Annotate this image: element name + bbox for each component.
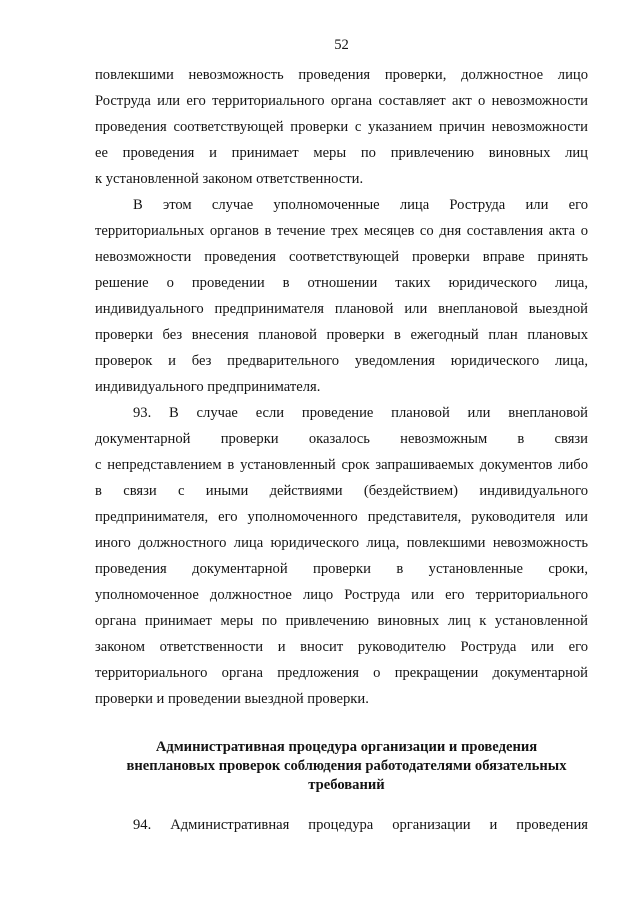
text-line: 94. Административная процедура организации и проведения xyxy=(133,817,588,833)
text-line: в связи с иными действиями (бездействием) индивидуального xyxy=(95,483,588,499)
text-line: с непредставлением в установленный срок запрашиваемых документов либо xyxy=(95,457,588,473)
text-line: документарной проверки оказалось невозможным в связи xyxy=(95,431,588,447)
body-text xyxy=(95,62,588,712)
text-line: проверок и без предварительного уведомления юридического лица, xyxy=(95,353,588,369)
text-line: к установленной законом ответственности. xyxy=(95,171,364,187)
text-line: невозможности проведения соответствующей проверки вправе принять xyxy=(95,249,588,265)
text-line: уполномоченное должностное лицо Роструда или его территориального xyxy=(95,587,588,603)
text-line: предпринимателя, его уполномоченного представителя, руководителя или xyxy=(95,509,588,525)
page-number: 52 xyxy=(334,37,349,53)
text-line: территориального органа предложения о прекращении документарной xyxy=(95,665,588,681)
heading-line: внеплановых проверок соблюдения работодателями обязательных xyxy=(126,758,567,774)
text-line: проведения соответствующей проверки с указанием причин невозможности xyxy=(95,119,588,135)
text-line: решение о проведении в отношении таких юридического лица, xyxy=(95,275,588,291)
text-line: В этом случае уполномоченные лица Роструда или его xyxy=(133,197,588,213)
text-line: иного должностного лица юридического лица, повлекшими невозможность xyxy=(95,535,588,551)
text-line: повлекшими невозможность проведения проверки, должностное лицо xyxy=(95,67,588,83)
text-line: проверки без внесения плановой проверки в ежегодный план плановых xyxy=(95,327,588,343)
text-line: органа принимает меры по привлечению виновных лиц к установленной xyxy=(95,613,588,629)
paragraph-93 xyxy=(95,400,588,712)
text-line: Роструда или его территориального органа составляет акт о невозможности xyxy=(95,93,588,109)
heading-line: требований xyxy=(308,777,385,793)
text-line: законом ответственности и вносит руководителю Роструда или его xyxy=(95,639,588,655)
text-line: проведения документарной проверки в установленные сроки, xyxy=(95,561,588,577)
text-line: территориальных органов в течение трех месяцев со дня составления акта о xyxy=(95,223,588,239)
text-line: проверки и проведении выездной проверки. xyxy=(95,691,369,707)
heading-line: Административная процедура организации и проведения xyxy=(155,739,538,755)
text-line: индивидуального предпринимателя. xyxy=(95,379,321,395)
text-line: ее проведения и принимает меры по привлечению виновных лиц xyxy=(95,145,588,161)
section-heading xyxy=(95,738,588,795)
paragraph-continued xyxy=(95,62,588,192)
paragraph-94 xyxy=(95,812,588,838)
text-line: 93. В случае если проведение плановой или внеплановой xyxy=(133,405,588,421)
paragraph xyxy=(95,192,588,400)
text-line: индивидуального предпринимателя плановой или внеплановой выездной xyxy=(95,301,588,317)
